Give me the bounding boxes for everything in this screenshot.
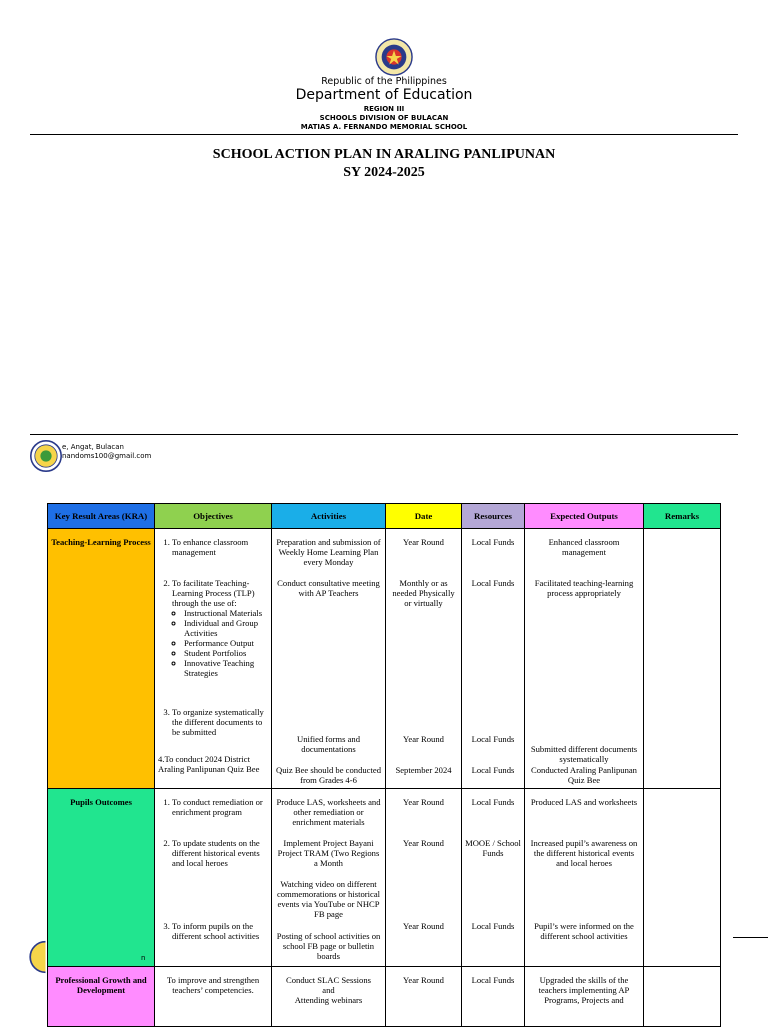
school-year: SY 2024-2025 [343, 165, 425, 180]
output-item: Submitted different documents systematically [530, 744, 638, 764]
resources-pupils [462, 789, 525, 967]
activities-professional [272, 967, 386, 1027]
activity-item: Quiz Bee should be conducted from Grades 4-6 [275, 765, 381, 785]
objectives-professional [155, 967, 272, 1027]
table-row [48, 529, 721, 789]
activity-item: Preparation and submission of Weekly Home Learning Plan every Monday [276, 537, 381, 567]
footer-fragment: n [141, 954, 146, 962]
kra-pupils: Pupils Outcomes [48, 789, 155, 967]
objective-item: 4.To conduct 2024 District Araling Panlipunan Quiz Bee [158, 754, 260, 774]
activities-pupils [272, 789, 386, 967]
action-plan-table [47, 503, 721, 1027]
activities-teaching [272, 529, 386, 789]
resource-item: MOOE / School Funds [465, 838, 521, 858]
page-break-line [733, 937, 768, 938]
resource-item: Local Funds [471, 921, 515, 931]
resource-item: Local Funds [471, 537, 515, 547]
remarks-professional [644, 967, 721, 1027]
output-item: Conducted Araling Panlipunan Quiz Bee [531, 765, 637, 785]
objective-item: 2. To update students on the different historical events and local heroes [172, 838, 268, 868]
activity-item: Unified forms and documentations [296, 734, 360, 754]
remarks-pupils [644, 789, 721, 967]
date-item: September 2024 [395, 765, 452, 775]
output-item: Facilitated teaching-learning process appropriately [534, 578, 634, 598]
objective-item: 3. To inform pupils on the different school activities [172, 921, 268, 941]
resources-teaching [462, 529, 525, 789]
bullet-item: ◦ Performance Output [184, 638, 268, 648]
bullet-item: ◦ Instructional Materials [184, 608, 268, 618]
school-logo [30, 440, 62, 472]
table-row [48, 967, 721, 1027]
objective-item: 3. To organize systematically the different documents to be submitted [172, 707, 268, 737]
date-professional [386, 967, 462, 1027]
footer-divider [30, 434, 738, 435]
footer-email: nandoms100@gmail.com [62, 452, 152, 460]
resources-professional [462, 967, 525, 1027]
bullet-item: ◦ Individual and Group Activities [184, 618, 268, 638]
table-header-row [48, 504, 721, 529]
outputs-teaching [525, 529, 644, 789]
objectives-teaching [155, 529, 272, 789]
activity-item: Attending webinars [294, 995, 363, 1005]
header-divider [30, 134, 738, 135]
date-item: Year Round [403, 734, 444, 744]
date-teaching [386, 529, 462, 789]
objective-item: To improve and strengthen teachers’ competencies. [166, 975, 260, 995]
date-item: Year Round [403, 921, 444, 931]
output-item: Pupil’s were informed on the different school activities [534, 921, 634, 941]
date-pupils [386, 789, 462, 967]
date-item: Year Round [403, 975, 444, 985]
header-activities: Activities [272, 504, 386, 529]
activity-item: and [322, 985, 335, 995]
activity-item: Implement Project Bayani Project TRAM (Two Regions a Month [277, 838, 380, 868]
bullet-item: ◦ Innovative Teaching Strategies [184, 658, 268, 678]
school-logo-fragment [28, 940, 46, 974]
deped-seal-logo [375, 38, 413, 76]
outputs-professional [525, 967, 644, 1027]
date-item: Year Round [403, 838, 444, 848]
footer-address: e, Angat, Bulacan [62, 443, 124, 451]
activity-item: Produce LAS, worksheets and other remediation or enrichment materials [276, 797, 381, 827]
republic-text: Republic of the Philippines [321, 76, 447, 87]
objective-item: 1. To enhance classroom management [172, 537, 268, 557]
output-item: Enhanced classroom management [548, 537, 620, 557]
kra-professional: Professional Growth and Development [48, 967, 155, 1027]
objectives-pupils [155, 789, 272, 967]
table-row [48, 789, 721, 967]
date-item: Year Round [403, 537, 444, 547]
activity-item: Conduct SLAC Sessions [286, 975, 371, 985]
resource-item: Local Funds [471, 765, 515, 775]
activity-item: Watching video on different commemorations or historical events via YouTube or NHCP FB page [276, 879, 381, 919]
header-outputs: Expected Outputs [525, 504, 644, 529]
resource-item: Local Funds [471, 975, 515, 985]
header-objectives: Objectives [155, 504, 272, 529]
division-text: SCHOOLS DIVISION OF BULACAN [319, 114, 449, 122]
region-text: REGION III [363, 105, 405, 113]
date-item: Year Round [403, 797, 444, 807]
resource-item: Local Funds [471, 734, 515, 744]
date-item: Monthly or as needed Physically or virtually [392, 578, 455, 608]
objective-item [172, 578, 268, 678]
outputs-pupils [525, 789, 644, 967]
header-date: Date [386, 504, 462, 529]
header-remarks: Remarks [644, 504, 721, 529]
bullet-item: ◦ Student Portfolios [184, 648, 268, 658]
resource-item: Local Funds [471, 578, 515, 588]
output-item: Increased pupil’s awareness on the different historical events and local heroes [530, 838, 638, 868]
output-item: Produced LAS and worksheets [530, 797, 638, 807]
department-text: Department of Education [295, 87, 473, 103]
activity-item: Conduct consultative meeting with AP Teachers [277, 578, 380, 598]
kra-teaching: Teaching-Learning Process [48, 529, 155, 789]
school-name: MATIAS A. FERNANDO MEMORIAL SCHOOL [300, 123, 468, 131]
activity-item: Posting of school activities on school FB page or bulletin boards [276, 931, 381, 961]
objective-text: To facilitate Teaching-Learning Process (TLP) through the use of: [172, 578, 255, 608]
header-kra: Key Result Areas (KRA) [48, 504, 155, 529]
objective-item: 1. To conduct remediation or enrichment program [172, 797, 268, 817]
remarks-teaching [644, 529, 721, 789]
page-title: SCHOOL ACTION PLAN IN ARALING PANLIPUNAN [212, 147, 556, 162]
resource-item: Local Funds [471, 797, 515, 807]
header-resources: Resources [462, 504, 525, 529]
output-item: Upgraded the skills of the teachers implementing AP Programs, Projects and [538, 975, 630, 1005]
